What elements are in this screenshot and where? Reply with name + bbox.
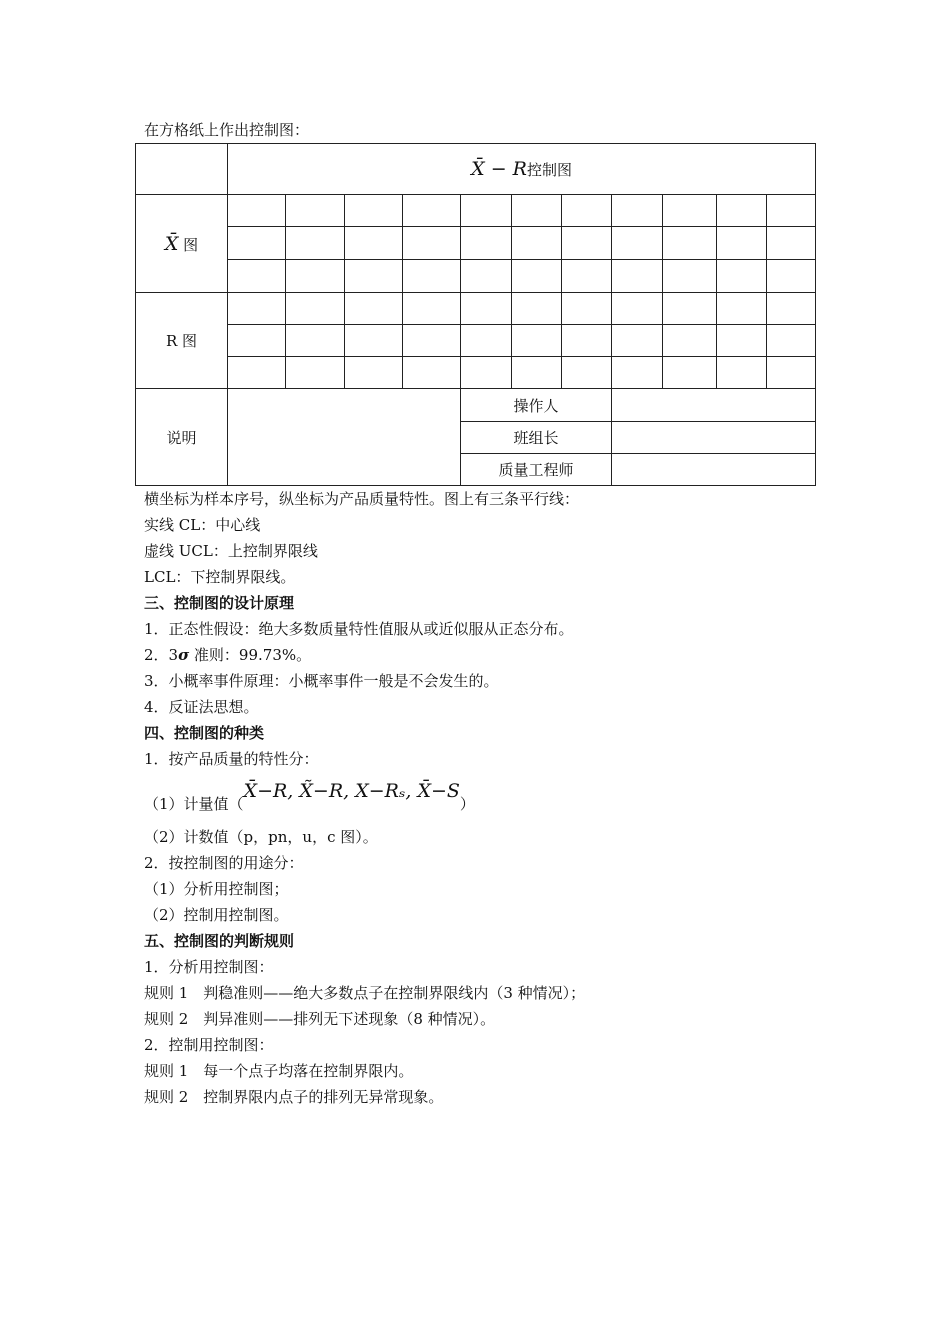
paragraph: 实线 CL：中心线 [144, 516, 261, 534]
grid-cell [612, 227, 663, 260]
paragraph [144, 642, 844, 668]
grid-cell [345, 260, 403, 293]
chart-title-suffix: 控制图 [526, 161, 572, 179]
grid-cell [663, 325, 717, 357]
grid-cell [228, 325, 286, 357]
section-heading: 四、控制图的种类 [144, 724, 265, 742]
grid-cell [403, 260, 461, 293]
section-heading: 三、控制图的设计原理 [144, 594, 295, 612]
text-span: 2．3 [144, 646, 179, 664]
grid-cell [286, 325, 345, 357]
grid-cell [767, 325, 816, 357]
grid-cell [612, 260, 663, 293]
text-span: ） [459, 795, 475, 813]
grid-cell [562, 293, 612, 325]
control-chart-table [135, 143, 816, 486]
grid-cell [461, 357, 512, 389]
xbar-chart-label [136, 195, 228, 293]
grid-cell [717, 260, 767, 293]
grid-cell [767, 357, 816, 389]
paragraph: LCL：下控制界限线。 [144, 568, 296, 586]
paragraph [144, 772, 844, 824]
corner-cell [136, 144, 228, 195]
grid-cell [228, 227, 286, 260]
grid-cell [663, 260, 717, 293]
body-text [144, 486, 844, 1110]
grid-cell [286, 227, 345, 260]
grid-cell [403, 195, 461, 227]
team-leader-signature-cell [612, 422, 816, 454]
quality-engineer-signature-cell [612, 454, 816, 486]
notes-label: 说明 [136, 389, 228, 486]
grid-cell [286, 260, 345, 293]
grid-cell [512, 195, 562, 227]
xbar-suffix: 图 [183, 235, 199, 254]
chart-title-formula: X̄ − R [471, 158, 527, 180]
grid-cell [717, 293, 767, 325]
quality-engineer-label: 质量工程师 [461, 454, 612, 486]
operator-label: 操作人 [461, 389, 612, 422]
grid-cell [345, 293, 403, 325]
paragraph: 1．按产品质量的特性分： [144, 750, 319, 768]
grid-cell [612, 325, 663, 357]
grid-cell [228, 357, 286, 389]
grid-cell [403, 357, 461, 389]
grid-cell [562, 195, 612, 227]
grid-cell [612, 357, 663, 389]
paragraph: （1）分析用控制图； [144, 880, 289, 898]
grid-cell [461, 260, 512, 293]
grid-cell [767, 227, 816, 260]
sigma-symbol: σ [178, 646, 190, 664]
grid-cell [612, 195, 663, 227]
paragraph: 1．正态性假设：绝大多数质量特性值服从或近似服从正态分布。 [144, 620, 574, 638]
grid-cell [512, 260, 562, 293]
grid-cell [286, 293, 345, 325]
grid-cell [612, 293, 663, 325]
grid-cell [663, 195, 717, 227]
paragraph: 4．反证法思想。 [144, 698, 259, 716]
grid-cell [345, 325, 403, 357]
grid-cell [512, 293, 562, 325]
grid-cell [663, 227, 717, 260]
paragraph: 规则 2 控制界限内点子的排列无异常现象。 [144, 1088, 444, 1106]
grid-cell [403, 325, 461, 357]
grid-cell [767, 293, 816, 325]
grid-cell [228, 260, 286, 293]
paragraph: 2．按控制图的用途分： [144, 854, 304, 872]
xbar-symbol: X̄ [164, 232, 179, 255]
paragraph: 3．小概率事件原理：小概率事件一般是不会发生的。 [144, 672, 499, 690]
grid-cell [562, 357, 612, 389]
chart-title-cell [228, 144, 816, 195]
grid-cell [403, 293, 461, 325]
grid-cell [228, 293, 286, 325]
text-span: （1）计量值（ [144, 795, 244, 813]
grid-cell [512, 227, 562, 260]
paragraph: 虚线 UCL：上控制界限线 [144, 542, 318, 560]
grid-cell [767, 195, 816, 227]
paragraph: （2）控制用控制图。 [144, 906, 289, 924]
grid-cell [562, 227, 612, 260]
grid-cell [461, 325, 512, 357]
grid-cell [286, 195, 345, 227]
grid-cell [562, 325, 612, 357]
grid-cell [767, 260, 816, 293]
team-leader-label: 班组长 [461, 422, 612, 454]
grid-cell [562, 260, 612, 293]
grid-cell [717, 227, 767, 260]
grid-cell [403, 227, 461, 260]
grid-cell [717, 195, 767, 227]
grid-cell [663, 357, 717, 389]
grid-cell [461, 227, 512, 260]
grid-cell [512, 325, 562, 357]
grid-cell [461, 293, 512, 325]
grid-cell [512, 357, 562, 389]
paragraph: 规则 1 判稳准则——绝大多数点子在控制界限线内（3 种情况）； [144, 984, 586, 1002]
text-span: 准则：99.73%。 [189, 646, 312, 664]
paragraph: 1．分析用控制图： [144, 958, 274, 976]
r-chart-label: R 图 [136, 293, 228, 389]
grid-cell [345, 357, 403, 389]
paragraph: 规则 2 判异准则——排列无下述现象（8 种情况）。 [144, 1010, 496, 1028]
grid-cell [717, 357, 767, 389]
grid-cell [286, 357, 345, 389]
intro-text: 在方格纸上作出控制图： [144, 121, 310, 139]
variables-formula: X̄−R, X̃−R, X−Rₛ, X̄−S [243, 780, 460, 802]
paragraph: 规则 1 每一个点子均落在控制界限内。 [144, 1062, 414, 1080]
paragraph: 横坐标为样本序号，纵坐标为产品质量特性。图上有三条平行线： [144, 490, 580, 508]
grid-cell [228, 195, 286, 227]
paragraph: 2．控制用控制图： [144, 1036, 274, 1054]
operator-signature-cell [612, 389, 816, 422]
section-heading: 五、控制图的判断规则 [144, 932, 295, 950]
paragraph: （2）计数值（p，pn，u，c 图）。 [144, 828, 378, 846]
grid-cell [663, 293, 717, 325]
grid-cell [345, 195, 403, 227]
grid-cell [717, 325, 767, 357]
grid-cell [461, 195, 512, 227]
notes-cell [228, 389, 461, 486]
grid-cell [345, 227, 403, 260]
